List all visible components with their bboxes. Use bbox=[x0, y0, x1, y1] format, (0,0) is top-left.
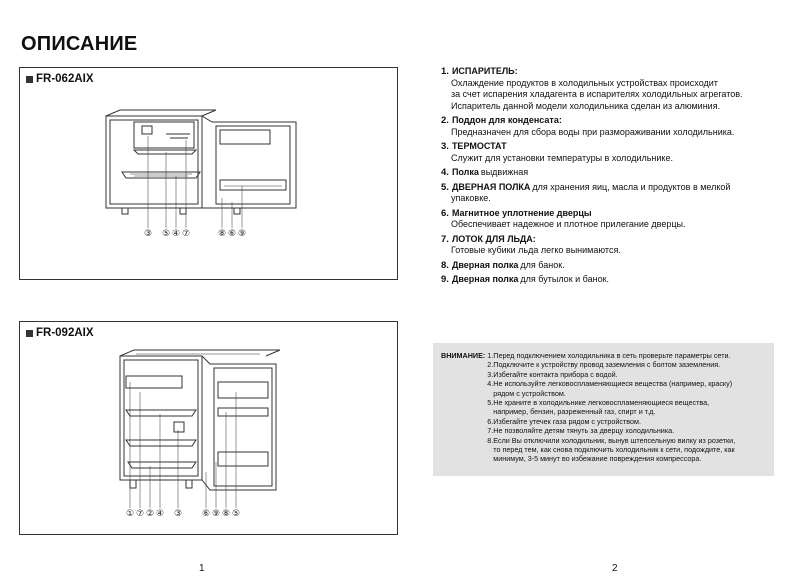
component-desc: Охлаждение продуктов в холодильных устройствах происходит bbox=[451, 77, 718, 88]
callout-label: ⑧ bbox=[221, 509, 231, 519]
callout-label: ③ bbox=[173, 509, 183, 519]
component-title: ЛОТОК ДЛЯ ЛЬДА: bbox=[451, 233, 536, 244]
component-desc: Испаритель данной модели холодильника сделан из алюминия. bbox=[451, 100, 721, 111]
component-number: 9. bbox=[441, 274, 449, 285]
component-title: Дверная полка bbox=[451, 259, 519, 270]
component-desc: за счет испарения хладагента в испарителях холодильных агрегатов. bbox=[451, 89, 743, 99]
callout-label: ⑧ bbox=[217, 229, 227, 239]
callout-label: ⑤ bbox=[231, 509, 241, 519]
warning-line: 2.Подключите к устройству провод заземления с болтом заземления. bbox=[487, 360, 721, 370]
component-number: 6. bbox=[441, 207, 449, 219]
warning-line: рядом с устройством. bbox=[493, 388, 566, 398]
callout-label: ⑥ bbox=[227, 229, 237, 239]
component-title: Полка bbox=[451, 167, 479, 177]
page-number-left: 1 bbox=[199, 563, 205, 574]
callout-label: ⑤ bbox=[161, 229, 171, 239]
component-title: ТЕРМОСТАТ bbox=[451, 141, 507, 151]
fridge-drawing-fr092aix bbox=[20, 322, 399, 536]
component-number: 2. bbox=[441, 115, 449, 126]
component-item bbox=[441, 115, 791, 138]
component-desc: Предназначен для сбора воды при размораживании холодильника. bbox=[451, 126, 735, 137]
component-item bbox=[441, 234, 791, 257]
component-title: ИСПАРИТЕЛЬ: bbox=[451, 66, 518, 76]
component-title: ДВЕРНАЯ ПОЛКА bbox=[451, 181, 531, 192]
component-number: 7. bbox=[441, 233, 449, 245]
warning-items bbox=[487, 351, 735, 470]
callout-label: ⑨ bbox=[237, 229, 247, 239]
callout-label: ③ bbox=[143, 229, 153, 239]
model-diagram-fr092aix bbox=[19, 321, 398, 535]
callout-label: ② bbox=[145, 509, 155, 519]
warning-line: 8.Если Вы отключили холодильник, вынув штепсельную вилку из розетки, bbox=[487, 435, 736, 445]
callout-label: ⑨ bbox=[211, 509, 221, 519]
component-item bbox=[441, 182, 791, 205]
component-title: Дверная полка bbox=[451, 274, 519, 284]
warning-box bbox=[433, 343, 774, 476]
component-number: 3. bbox=[441, 141, 449, 152]
warning-line: 1.Перед подключением холодильника в сеть проверьте параметры сети. bbox=[487, 351, 731, 360]
callout-label: ④ bbox=[155, 509, 165, 519]
warning-line: 4.Не используйте легковоспламеняющиеся вещества (например, краску) bbox=[487, 379, 733, 389]
component-number: 4. bbox=[441, 167, 449, 178]
model-name: FR-092AIX bbox=[36, 327, 94, 339]
component-item bbox=[441, 66, 791, 112]
component-item bbox=[441, 167, 791, 179]
warning-line: например, бензин, разреженный газ, спирт и т.д. bbox=[493, 407, 656, 417]
component-inline-desc: для бутылок и банок. bbox=[520, 274, 610, 284]
callout-label: ⑦ bbox=[181, 229, 191, 239]
component-item bbox=[441, 260, 791, 272]
warning-line: 7.Не позволяйте детям тянуть за дверцу холодильника. bbox=[487, 426, 675, 436]
page-title: ОПИСАНИЕ bbox=[21, 33, 138, 55]
callout-label: ④ bbox=[171, 229, 181, 239]
component-item bbox=[441, 208, 791, 231]
model-name: FR-062AIX bbox=[36, 73, 94, 85]
component-inline-desc: для хранения яиц, масла и продуктов в мелкой bbox=[532, 181, 731, 192]
component-title: Магнитное уплотнение дверцы bbox=[451, 207, 592, 218]
warning-line: 5.Не храните в холодильнике легковоспламеняющиеся вещества, bbox=[487, 398, 710, 408]
warning-line: то перед тем, как снова подключить холодильник к сети, подождите, как bbox=[493, 445, 735, 455]
callout-label: ① bbox=[125, 509, 135, 519]
warning-line: 3.Избегайте контакта прибора с водой. bbox=[487, 369, 618, 379]
warning-line: 6.Избегайте утечек газа рядом с устройством. bbox=[487, 416, 641, 426]
component-desc: Обеспечивает надежное и плотное прилегание дверцы. bbox=[451, 219, 686, 229]
component-desc: упаковке. bbox=[451, 193, 491, 203]
component-item bbox=[441, 141, 791, 164]
component-item bbox=[441, 274, 791, 286]
component-list bbox=[441, 66, 791, 289]
page-number-right: 2 bbox=[612, 563, 618, 574]
fridge-drawing-fr062aix bbox=[20, 68, 399, 281]
component-inline-desc: выдвижная bbox=[480, 167, 529, 177]
component-desc: Готовые кубики льда легко вынимаются. bbox=[451, 245, 621, 255]
model-diagram-fr062aix bbox=[19, 67, 398, 280]
warning-line: минимум, 3-5 минут во избежание повреждения компрессора. bbox=[493, 454, 702, 464]
warning-label: ВНИМАНИЕ: bbox=[441, 351, 486, 360]
component-number: 8. bbox=[441, 259, 449, 271]
callout-label: ⑥ bbox=[201, 509, 211, 519]
callout-label: ⑦ bbox=[135, 509, 145, 519]
component-number: 1. bbox=[441, 66, 449, 77]
component-title: Поддон для конденсата: bbox=[451, 115, 562, 125]
component-inline-desc: для банок. bbox=[520, 259, 565, 270]
component-desc: Служит для установки температуры в холодильнике. bbox=[451, 152, 673, 163]
component-number: 5. bbox=[441, 181, 449, 193]
